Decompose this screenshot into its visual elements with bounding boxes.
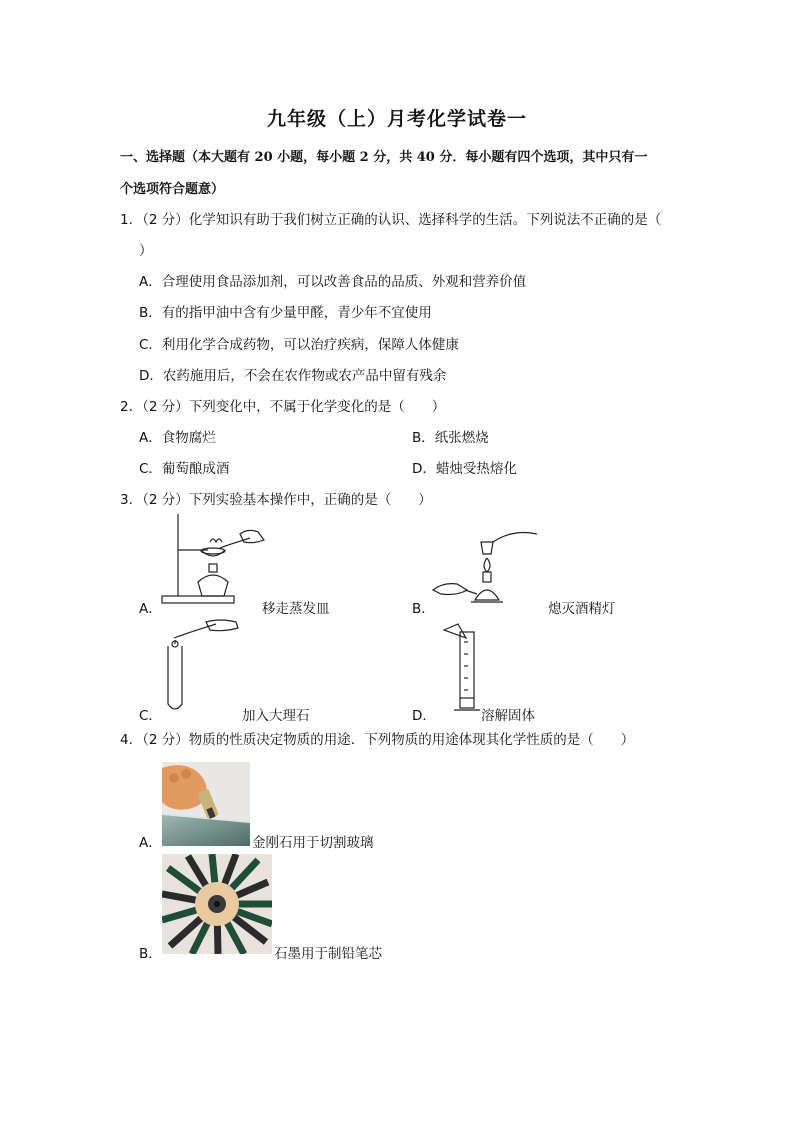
q3-stem: 3．（2 分）下列实验基本操作中，正确的是（ ） xyxy=(120,492,432,508)
q2-option-a: A．食物腐烂 xyxy=(139,430,216,446)
q1-option-c: C．利用化学合成药物，可以治疗疾病，保障人体健康 xyxy=(139,337,459,353)
q3-option-c-letter: C． xyxy=(139,708,162,724)
q3-option-a-caption: 移走蒸发皿 xyxy=(262,601,330,617)
q3-option-b-caption: 熄灭酒精灯 xyxy=(548,601,616,617)
figure-graduated-cylinder xyxy=(440,622,482,718)
photo-graphite-pencils xyxy=(162,854,272,954)
q4-option-a-caption: 金刚石用于切割玻璃 xyxy=(252,835,374,851)
q4-option-b-letter: B． xyxy=(139,946,162,962)
photo-diamond-glass-cutter xyxy=(162,762,250,846)
q3-option-c-caption: 加入大理石 xyxy=(242,708,310,724)
figure-alcohol-lamp xyxy=(427,520,547,610)
figure-test-tube xyxy=(160,618,242,716)
q1-stem-line1: 1．（2 分）化学知识有助于我们树立正确的认识、选择科学的生活。下列说法不正确的是（ xyxy=(120,212,662,228)
q4-stem: 4．（2 分）物质的性质决定物质的用途．下列物质的用途体现其化学性质的是（ ） xyxy=(120,732,635,748)
q2-option-d: D．蜡烛受热熔化 xyxy=(412,461,517,477)
q3-option-d-letter: D． xyxy=(412,708,436,724)
q3-option-b-letter: B． xyxy=(412,601,435,617)
q3-option-d-caption: 溶解固体 xyxy=(481,708,535,724)
q2-option-b: B．纸张燃烧 xyxy=(412,430,489,446)
figure-evaporating-dish xyxy=(158,512,268,612)
section-heading-line1: 一、选择题（本大题有 20 小题，每小题 2 分，共 40 分．每小题有四个选项，其中只有一 xyxy=(120,150,648,165)
q4-option-a-letter: A． xyxy=(139,835,162,851)
page-title: 九年级（上）月考化学试卷一 xyxy=(266,108,527,130)
q1-option-a: A．合理使用食品添加剂，可以改善食品的品质、外观和营养价值 xyxy=(139,274,527,290)
q1-stem-line2: ） xyxy=(139,243,153,259)
q3-option-a-letter: A． xyxy=(139,601,162,617)
q4-option-b-caption: 石墨用于制铅笔芯 xyxy=(274,946,382,962)
q2-option-c: C．葡萄酿成酒 xyxy=(139,461,230,477)
q2-stem: 2．（2 分）下列变化中，不属于化学变化的是（ ） xyxy=(120,399,446,415)
q1-option-b: B．有的指甲油中含有少量甲醛，青少年不宜使用 xyxy=(139,305,432,321)
section-heading-line2: 个选项符合题意） xyxy=(120,182,225,197)
q1-option-d: D．农药施用后，不会在农作物或农产品中留有残余 xyxy=(139,368,447,384)
